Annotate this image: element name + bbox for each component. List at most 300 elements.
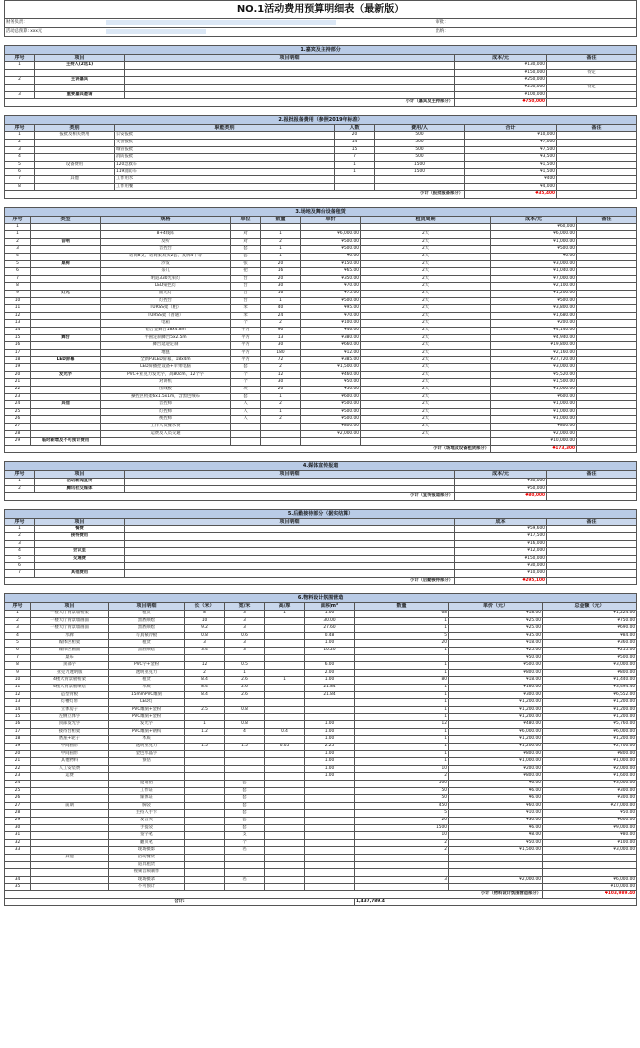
table-cell: 27 <box>5 802 31 809</box>
table-cell: 灯控师 <box>101 408 231 415</box>
table-row <box>5 817 637 824</box>
table-cell: 平方 <box>231 349 261 356</box>
table-cell <box>577 349 637 356</box>
table-cell: 米 <box>231 305 261 312</box>
table-cell <box>31 861 109 868</box>
table-cell: ¥30,000 <box>455 478 547 485</box>
table-cell <box>225 714 265 721</box>
table-cell: 4 <box>5 253 31 260</box>
table-cell <box>547 62 637 69</box>
table-cell: ¥1,200.00 <box>543 699 637 706</box>
table-cell <box>577 224 637 231</box>
section-title: 3.场地及舞台设备租赁 <box>5 207 637 216</box>
table-row <box>5 540 637 547</box>
table-row <box>5 478 637 485</box>
table-cell <box>265 699 305 706</box>
table-cell: 26 <box>5 416 31 423</box>
table-cell: ¥30.00 <box>449 817 543 824</box>
table-row <box>5 869 637 876</box>
table-cell: 11 <box>5 684 31 691</box>
table-cell <box>305 706 355 713</box>
table-cell <box>35 154 115 161</box>
table-cell: ¥1,500.00 <box>301 364 361 371</box>
table-cell: ¥500.00 <box>543 654 637 661</box>
table-cell <box>577 238 637 245</box>
table-cell <box>547 533 637 540</box>
table-cell <box>35 69 125 76</box>
table-cell <box>35 84 125 91</box>
table-cell <box>265 647 305 654</box>
table-row <box>5 570 637 577</box>
table-cell: 1.2 <box>185 728 225 735</box>
table-cell <box>265 869 305 876</box>
table-cell: 21 <box>5 379 31 386</box>
table-cell: ¥3,800.00 <box>491 305 577 312</box>
table-cell <box>231 438 261 445</box>
column-header: 项目明细 <box>125 55 455 62</box>
table-cell <box>261 430 301 437</box>
table-cell: 铝合金舞台18x4.8m <box>101 327 231 334</box>
table-cell: 灯控台 <box>101 297 231 304</box>
table-cell: 0.6 <box>225 632 265 639</box>
table-cell: 待定 <box>547 84 637 91</box>
table-cell: ¥7,500 <box>465 146 557 153</box>
section-2-table <box>4 115 637 199</box>
table-cell <box>185 758 225 765</box>
table-cell: 2天 <box>361 334 491 341</box>
table-cell: ¥4,940.00 <box>491 334 577 341</box>
subtotal-label: 小计（宣传报道部分） <box>5 493 455 500</box>
table-row <box>5 91 637 98</box>
table-cell: 72 <box>261 357 301 364</box>
table-cell: 黑底喷绘 <box>109 647 185 654</box>
table-cell: ¥18.00 <box>449 640 543 647</box>
section-1-table <box>4 45 637 107</box>
table-cell <box>31 787 109 794</box>
table-row <box>5 260 637 267</box>
table-cell: ¥3,500 <box>465 154 557 161</box>
table-cell: 1 <box>355 691 449 698</box>
table-cell: ¥250,000 <box>455 84 547 91</box>
table-cell: 3 <box>225 640 265 647</box>
subtotal-value: ¥80,000 <box>455 493 547 500</box>
table-cell: ¥10,000.00 <box>491 438 577 445</box>
table-cell: 120急救车 <box>115 161 335 168</box>
table-cell: 2天 <box>361 408 491 415</box>
table-cell: 邀请函 <box>109 780 185 787</box>
table-cell: 180 <box>261 349 301 356</box>
table-cell <box>31 283 101 290</box>
table-cell: 1 <box>335 161 375 168</box>
table-cell: 14 <box>335 139 375 146</box>
section-4-table <box>4 461 637 501</box>
table-cell: ¥2,000.00 <box>491 430 577 437</box>
table-cell: 2.25 <box>305 743 355 750</box>
table-cell: 8.4 <box>185 677 225 684</box>
table-cell <box>5 69 35 76</box>
table-cell: ¥500.00 <box>301 401 361 408</box>
table-cell <box>577 275 637 282</box>
table-cell <box>5 869 31 876</box>
table-cell: ¥150,000 <box>455 555 547 562</box>
table-row <box>5 408 637 415</box>
table-cell <box>265 795 305 802</box>
column-header: 成本/元 <box>455 471 547 478</box>
table-row <box>5 647 637 654</box>
section-title: 6.物料设计氛围营造 <box>5 594 637 603</box>
column-header: 备注 <box>577 216 637 223</box>
table-cell: 1.00 <box>305 728 355 735</box>
table-cell <box>31 349 101 356</box>
table-cell: 活动新闻宣传 <box>35 478 125 485</box>
table-cell: 9 <box>5 669 31 676</box>
table-cell: 手提袋 <box>109 824 185 831</box>
table-cell: 1 <box>265 610 305 617</box>
table-cell: ¥1,000.00 <box>491 401 577 408</box>
table-cell <box>125 563 455 570</box>
table-cell: 5 <box>5 161 35 168</box>
column-header: 序号 <box>5 55 35 62</box>
table-row <box>5 780 637 787</box>
table-row <box>5 751 637 758</box>
table-cell <box>577 401 637 408</box>
table-cell: 工作用水 <box>115 176 335 183</box>
grand-total-label: 合计: <box>5 898 355 905</box>
table-row <box>5 758 637 765</box>
table-cell: 3 <box>185 640 225 647</box>
table-cell: 舞台 <box>31 334 101 341</box>
table-cell <box>449 854 543 861</box>
table-row <box>5 349 637 356</box>
table-row <box>5 77 637 84</box>
table-cell: ¥1,440.00 <box>543 677 637 684</box>
table-cell <box>185 824 225 831</box>
table-row <box>5 548 637 555</box>
table-cell: 亚克力透明版 <box>31 669 109 676</box>
column-header: 项目 <box>35 471 125 478</box>
table-cell <box>547 548 637 555</box>
table-cell <box>543 854 637 861</box>
table-cell: 8 <box>5 283 31 290</box>
column-header: 项目明细 <box>125 471 455 478</box>
table-cell: 23 <box>5 773 31 780</box>
table-cell: 9.2 <box>185 625 225 632</box>
table-cell: 中间圆形 <box>31 751 109 758</box>
table-cell: 30 <box>261 283 301 290</box>
column-header: 成本/元 <box>491 216 577 223</box>
table-cell: 2天 <box>361 394 491 401</box>
table-cell: ¥2,160.00 <box>491 349 577 356</box>
table-cell: PVC+亚克力发光字，高80cm，12个字 <box>101 371 231 378</box>
table-cell: 7 <box>5 275 31 282</box>
table-row <box>5 253 637 260</box>
sheet-header <box>4 0 637 37</box>
table-cell: 7 <box>5 570 35 577</box>
table-cell: 个 <box>231 371 261 378</box>
table-cell: ¥35.00 <box>449 632 543 639</box>
table-cell <box>31 423 101 430</box>
table-cell: 13 <box>5 699 31 706</box>
table-cell: 5 <box>355 632 449 639</box>
table-row <box>5 654 637 661</box>
table-cell <box>231 430 261 437</box>
table-cell <box>265 669 305 676</box>
table-cell: 桌布 <box>31 654 109 661</box>
table-row <box>5 526 637 533</box>
table-cell <box>109 765 185 772</box>
table-cell: 1 <box>261 246 301 253</box>
table-cell: 黑底喷绘 <box>109 618 185 625</box>
table-cell: 30 <box>261 342 301 349</box>
table-cell: ¥3,494.40 <box>543 684 637 691</box>
table-cell: 24 <box>5 780 31 787</box>
table-cell: 台 <box>231 290 261 297</box>
table-cell: 1 <box>355 714 449 721</box>
table-cell: 音控师 <box>101 401 231 408</box>
table-cell <box>265 625 305 632</box>
table-cell <box>31 312 101 319</box>
table-cell: 重要嘉宾邀请 <box>35 91 125 98</box>
table-cell <box>185 780 225 787</box>
table-cell: 4楼大背景板喷绘 <box>31 684 109 691</box>
table-cell: 7 <box>335 154 375 161</box>
table-row <box>5 625 637 632</box>
table-cell <box>185 884 225 891</box>
table-cell: 19 <box>5 743 31 750</box>
table-row <box>5 238 637 245</box>
table-cell: 设备费用 <box>35 161 115 168</box>
table-cell <box>305 876 355 883</box>
table-cell <box>31 810 109 817</box>
table-row <box>5 275 637 282</box>
table-cell: 套 <box>225 802 265 809</box>
table-cell: 28 <box>5 810 31 817</box>
table-cell: 明道330光束灯 <box>101 275 231 282</box>
table-cell: 1 <box>355 743 449 750</box>
subtotal-value: ¥173,300 <box>491 445 577 452</box>
table-cell <box>547 478 637 485</box>
table-cell: 2 <box>5 77 35 84</box>
table-cell: ¥7,000 <box>465 139 557 146</box>
table-cell: 木质 <box>109 684 185 691</box>
table-cell: ¥300.00 <box>449 691 543 698</box>
table-cell: 2天 <box>361 320 491 327</box>
budget-sheet <box>4 0 636 906</box>
table-cell: 运费 <box>31 773 109 780</box>
column-header: 费用/人 <box>375 124 465 131</box>
table-cell: ¥6.00 <box>449 787 543 794</box>
table-cell: 平方 <box>231 334 261 341</box>
table-cell: ¥460.00 <box>301 371 361 378</box>
table-cell <box>185 736 225 743</box>
table-cell: 1 <box>355 728 449 735</box>
table-row <box>5 802 637 809</box>
table-cell <box>265 832 305 839</box>
table-cell: 6 <box>5 563 35 570</box>
table-cell: 119消防车 <box>115 169 335 176</box>
table-cell: TURSS架（粗） <box>101 305 231 312</box>
table-cell <box>355 854 449 861</box>
table-row <box>5 847 637 854</box>
table-cell: ¥1,500 <box>465 169 557 176</box>
table-row <box>5 312 637 319</box>
table-cell <box>557 169 637 176</box>
table-cell <box>31 780 109 787</box>
table-row <box>5 183 637 190</box>
table-row <box>5 876 637 883</box>
table-row <box>5 854 637 861</box>
table-cell: 2天 <box>361 246 491 253</box>
table-cell: 12 <box>355 721 449 728</box>
table-cell: 米 <box>231 312 261 319</box>
table-cell: 底座+轮子 <box>31 736 109 743</box>
table-cell: 10 <box>355 765 449 772</box>
column-header: 成本/元 <box>455 55 547 62</box>
column-header: 高/厚 <box>265 603 305 610</box>
table-cell <box>225 736 265 743</box>
table-cell <box>265 854 305 861</box>
table-cell: 1 <box>5 526 35 533</box>
table-cell: 2 <box>5 485 35 492</box>
column-header: 数量 <box>261 216 301 223</box>
table-cell: ¥60.00 <box>449 802 543 809</box>
table-cell: 发言夹 <box>109 817 185 824</box>
table-cell: 30 <box>5 824 31 831</box>
table-cell: 20 <box>261 386 301 393</box>
table-cell: ¥160.00 <box>449 684 543 691</box>
table-cell: ¥17,500 <box>455 533 547 540</box>
table-cell: 接待费用 <box>35 533 125 540</box>
table-cell: 2 <box>5 533 35 540</box>
table-cell: TURSS架（普通） <box>101 312 231 319</box>
table-cell: LED染色灯 <box>101 283 231 290</box>
table-cell: 500 <box>375 146 465 153</box>
table-cell <box>125 77 455 84</box>
table-cell <box>185 869 225 876</box>
table-cell <box>577 283 637 290</box>
table-cell <box>577 320 637 327</box>
table-cell <box>265 817 305 824</box>
table-cell <box>185 832 225 839</box>
table-cell <box>5 84 35 91</box>
section-6-table <box>4 593 637 906</box>
table-cell: ¥200.00 <box>449 765 543 772</box>
table-cell <box>185 787 225 794</box>
table-cell: ¥3,000.00 <box>543 847 637 854</box>
table-cell: 其他 <box>31 401 101 408</box>
table-cell <box>185 714 225 721</box>
column-header: 备注 <box>547 55 637 62</box>
table-cell: 500 <box>375 154 465 161</box>
table-cell: 1.00 <box>305 677 355 684</box>
table-cell: ¥1,200.00 <box>543 706 637 713</box>
table-cell: 台 <box>231 297 261 304</box>
table-cell: ¥6,000.00 <box>543 876 637 883</box>
table-cell: ¥3,000.00 <box>491 364 577 371</box>
table-cell <box>261 438 301 445</box>
table-cell: 35 <box>5 884 31 891</box>
column-header: 项目明细 <box>125 518 455 525</box>
column-header: 备注 <box>557 124 637 131</box>
table-cell: ¥2,000.00 <box>543 765 637 772</box>
table-cell: ¥1,000.00 <box>491 238 577 245</box>
table-cell <box>335 183 375 190</box>
table-row <box>5 401 637 408</box>
table-cell: 套 <box>225 817 265 824</box>
table-cell <box>361 438 491 445</box>
table-cell <box>31 817 109 824</box>
table-cell: ¥1,200.00 <box>449 736 543 743</box>
table-cell: 1 <box>5 132 35 139</box>
table-cell: ¥600.00 <box>301 394 361 401</box>
section-title: 4.媒体宣传报道 <box>5 462 637 471</box>
table-cell <box>265 765 305 772</box>
table-cell <box>577 357 637 364</box>
table-cell: 5 <box>5 640 31 647</box>
table-cell: 临时新增及不可预计费用 <box>31 438 101 445</box>
table-cell <box>305 832 355 839</box>
table-row <box>5 357 637 364</box>
table-cell: 32 <box>5 839 31 846</box>
table-cell: 20 <box>335 132 375 139</box>
table-cell <box>31 430 101 437</box>
table-cell: 20 <box>261 260 301 267</box>
table-row <box>5 728 637 735</box>
table-cell: ¥100.00 <box>301 320 361 327</box>
table-cell: 7 <box>5 176 35 183</box>
table-cell <box>35 146 115 153</box>
table-cell: 电箱 <box>101 320 231 327</box>
table-cell: ¥50.00 <box>449 654 543 661</box>
table-cell: ¥5,520.00 <box>491 371 577 378</box>
table-cell: 报批及相关费用 <box>35 132 115 139</box>
table-cell: ¥1,500.00 <box>491 379 577 386</box>
table-cell: 20 <box>261 275 301 282</box>
column-header: 序号 <box>5 216 31 223</box>
table-cell <box>305 847 355 854</box>
table-cell: 1.5 <box>185 743 225 750</box>
table-cell: ¥10,000 <box>455 570 547 577</box>
table-cell: ¥95.00 <box>301 305 361 312</box>
table-cell: 0.05 <box>265 743 305 750</box>
table-row <box>5 743 637 750</box>
table-cell: 现场摄影 <box>109 847 185 854</box>
table-cell <box>305 839 355 846</box>
table-row <box>5 555 637 562</box>
table-cell: 50 <box>355 795 449 802</box>
table-cell: 2天 <box>361 297 491 304</box>
table-cell: 1500 <box>375 161 465 168</box>
table-row <box>5 618 637 625</box>
table-cell: 15 <box>335 146 375 153</box>
column-header: 面积m² <box>305 603 355 610</box>
table-cell: 2天 <box>361 253 491 260</box>
table-cell: 4 <box>5 632 31 639</box>
table-cell: 1 <box>261 297 301 304</box>
table-cell: 造型背板 <box>31 691 109 698</box>
table-cell <box>261 423 301 430</box>
table-cell: 话筒8支、话筒架双头2套、麦牌4个等 <box>101 253 231 260</box>
table-cell: 5 <box>5 260 31 267</box>
table-cell: 腾讯社交媒体 <box>35 485 125 492</box>
table-cell: ¥100,000 <box>455 91 547 98</box>
table-cell: ¥500.00 <box>301 297 361 304</box>
table-cell: 运费及人员交通 <box>101 430 231 437</box>
table-cell: ¥2,000.00 <box>301 430 361 437</box>
table-cell: 2.6 <box>225 677 265 684</box>
column-header: 职能类别 <box>115 124 335 131</box>
table-cell <box>31 320 101 327</box>
